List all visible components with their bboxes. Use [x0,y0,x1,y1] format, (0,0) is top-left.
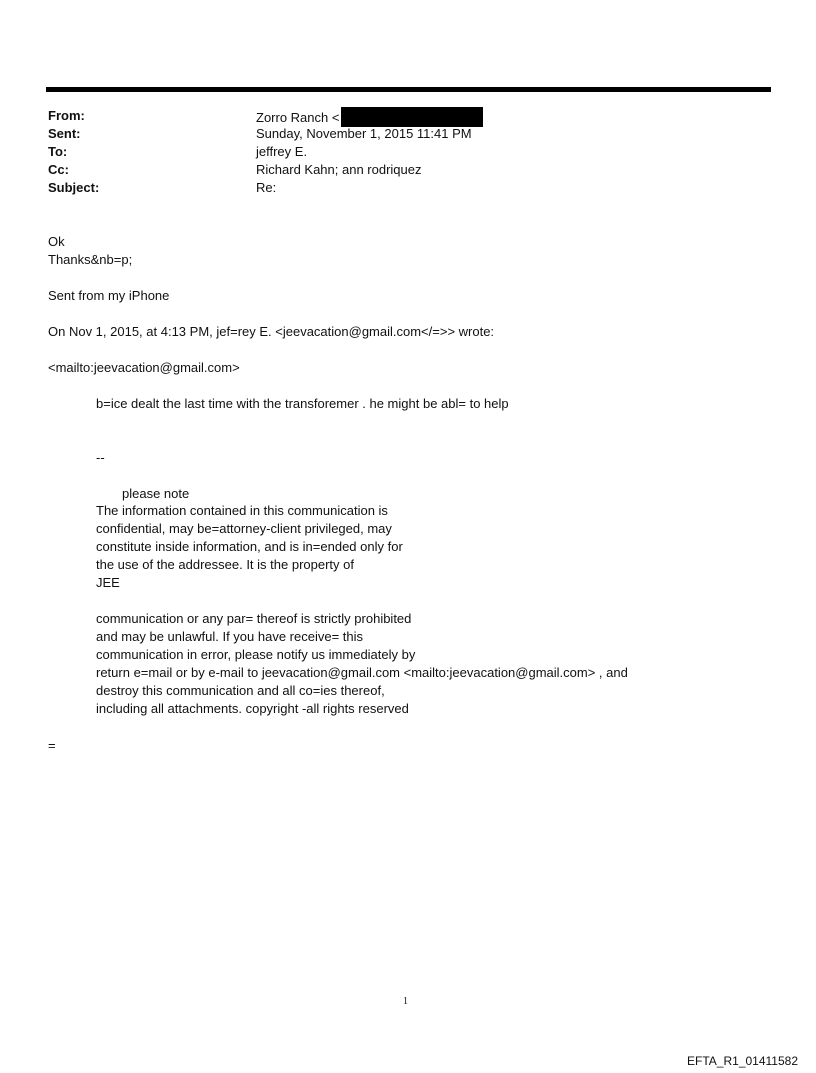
please-note: please note [122,486,190,501]
notice-line: JEE [96,575,120,590]
to-value: jeffrey E. [256,144,308,159]
quote-intro: On Nov 1, 2015, at 4:13 PM, jef=rey E. <jeevacation@gmail.com</=>> wrote: [48,324,495,339]
notice-line: The information contained in this communication is [96,503,388,518]
mailto-line: <mailto:jeevacation@gmail.com> [48,360,240,375]
from-name: Zorro Ranch < [256,110,340,125]
notice-line: including all attachments. copyright -all rights reserved [96,701,409,716]
notice-line: confidential, may be=attorney-client privileged, may [96,521,392,536]
sent-value: Sunday, November 1, 2015 11:41 PM [256,126,472,141]
body-line-ok: Ok [48,234,65,249]
body-line-thanks: Thanks&nb=p; [48,252,133,267]
subject-value: Re: [256,180,277,195]
notice-line: communication in error, please notify us immediately by [96,647,416,662]
notice-line: the use of the addressee. It is the property of [96,557,354,572]
from-value [256,107,483,127]
sent-label: Sent: [48,126,81,141]
subject-label: Subject: [48,180,100,195]
sent-from-line: Sent from my iPhone [48,288,170,303]
to-label: To: [48,144,68,159]
redaction-box [341,107,483,127]
page-number: 1 [403,996,408,1007]
notice-line: and may be unlawful. If you have receive= this [96,629,364,644]
cc-value: Richard Kahn; ann rodriquez [256,162,422,177]
notice-line: constitute inside information, and is in=ended only for [96,539,403,554]
notice-line: return e=mail or by e-mail to jeevacation@gmail.com <mailto:jeevacation@gmail.com> , and [96,665,628,680]
trailing-equals: = [48,738,56,753]
cc-label: Cc: [48,162,69,177]
bates-number: EFTA_R1_01411582 [687,1054,798,1068]
header-rule [46,87,771,92]
quoted-message: b=ice dealt the last time with the transforemer . he might be abl= to help [96,396,509,411]
notice-line: communication or any par= thereof is strictly prohibited [96,611,412,626]
from-label: From: [48,108,85,123]
signature-separator: -- [96,450,105,465]
notice-line: destroy this communication and all co=ies thereof, [96,683,385,698]
